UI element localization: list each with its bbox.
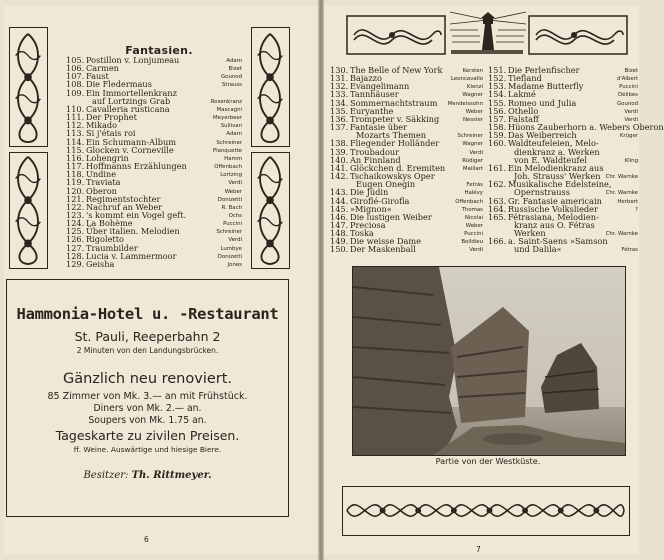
entry-composer: Hamm <box>224 155 242 162</box>
photo-caption: Partie von der Westküste. <box>435 456 541 466</box>
entry-title: Die lustigen Weiber <box>350 211 432 222</box>
entry-number: 154. <box>488 89 507 100</box>
entry-composer: Verdi <box>469 149 483 156</box>
entry-title: Madame Butterfly <box>508 81 584 92</box>
entry-title: An Finnland <box>350 154 401 165</box>
entry-title: Trompeter v. Säkking <box>350 113 440 124</box>
ad-hotel-name: Hammonia-Hotel u. -Restaurant <box>16 305 279 323</box>
entry-title: Traumbilder <box>86 242 138 253</box>
entry-number: 142. <box>330 171 349 182</box>
entry-title: Ein Immortellenkranz <box>86 87 177 98</box>
entry-title: und Dalila« <box>514 244 562 255</box>
entry-title: »Mignon« <box>350 203 392 214</box>
entry-title: Ein Schumann-Album <box>86 136 176 147</box>
entry-number: 126. <box>66 234 85 245</box>
entry-composer: Verdi <box>624 108 638 115</box>
page-number-left: 6 <box>144 535 149 544</box>
entry-title: Euryanthe <box>350 105 394 116</box>
entry-title: Glöckchen d. Eremiten <box>350 162 446 173</box>
entry-number: 125. <box>66 226 85 237</box>
entry-title: Romeo und Julia <box>508 97 577 108</box>
entry-title: Carmen <box>86 63 119 74</box>
entry-composer: Rüdiger <box>462 157 483 164</box>
entry-composer: Chr. Warnke <box>605 190 638 197</box>
entry-number: 105. <box>66 55 85 65</box>
ad-distance: 2 Minuten von den Landungsbrücken. <box>76 346 219 355</box>
entry-number: 129. <box>66 258 85 269</box>
entry-number: 111. <box>66 112 85 123</box>
entry-composer: Mascagni <box>216 106 242 113</box>
entry-number: 145. <box>330 203 349 214</box>
entry-title: Der Maskenball <box>350 244 416 255</box>
entry-title: Hüons Zauberhorn a. Webers Oberon <box>508 122 664 133</box>
entry-title: Othello <box>508 105 539 116</box>
entry-title: Giroflé-Girofla <box>350 195 410 206</box>
entry-title: Eugen Onegin <box>356 179 416 190</box>
entry-composer: Herbert <box>617 198 638 205</box>
entry-number: 164. <box>488 203 507 214</box>
entry-number: 128. <box>66 250 85 261</box>
entry-title: von E. Waldteufel <box>514 154 587 165</box>
ad-wines: ff. Weine. Auswärtige und hiesige Biere. <box>73 445 222 454</box>
ad-diners: Diners von Mk. 2.— an. <box>93 403 202 414</box>
ornament-top-left <box>9 27 48 147</box>
entry-number: 140. <box>330 154 349 165</box>
entry-composer: Weber <box>465 108 483 115</box>
entry-composer: Kersten <box>462 68 483 74</box>
entry-title: Nachruf an Weber <box>86 201 163 212</box>
entry-title: Musikalische Edelsteine, <box>508 179 612 190</box>
entry-composer: Nessler <box>463 116 483 123</box>
list-item <box>488 245 638 253</box>
entry-title: Gr. Fantasie americain <box>508 195 602 206</box>
entry-number: 118. <box>66 169 85 180</box>
entry-number: 132. <box>330 81 349 92</box>
entry-composer: Sullivan <box>220 123 242 130</box>
entry-title: Das Weiberreich <box>508 130 577 141</box>
header-ornament <box>346 10 628 58</box>
entry-title: Faust <box>86 71 109 82</box>
entry-title: Lucia v. Lammermoor <box>86 250 177 261</box>
entry-composer: Weber <box>224 188 242 195</box>
entry-number: 114. <box>66 136 85 147</box>
entry-number: 109. <box>66 87 85 98</box>
entry-composer: Puccini <box>619 84 638 91</box>
ornament-bottom-right <box>251 152 290 269</box>
entry-number: 120. <box>66 185 85 196</box>
entry-title: 's kommt ein Vogel geft. <box>86 209 187 220</box>
ad-owner-name: Th. Rittmeyer. <box>131 470 212 481</box>
entry-title: Bajazzo <box>350 73 382 84</box>
entry-number <box>488 148 508 156</box>
entry-number: 115. <box>66 144 85 155</box>
entry-composer: Bizet <box>228 66 242 73</box>
ad-owner-label: Besitzer: <box>83 470 129 481</box>
entry-composer: Donizetti <box>217 253 242 260</box>
entry-composer: Délibes <box>617 92 638 99</box>
ad-headline: Gänzlich neu renoviert. <box>62 371 233 387</box>
entry-title: The Belle of New York <box>350 65 443 75</box>
ornament-bottom-left <box>9 152 48 269</box>
entry-title: auf Lortzings Grab <box>92 95 171 106</box>
entry-number: 160. <box>488 138 507 149</box>
entry-title: Fétrasiana, Melodien- <box>508 211 599 222</box>
entry-number: 158. <box>488 122 507 133</box>
hotel-advertisement <box>6 279 289 517</box>
entry-number: 119. <box>66 177 85 188</box>
entry-number: 162. <box>488 179 507 190</box>
entry-composer: Thomas <box>461 206 483 213</box>
footer-ornament <box>342 486 630 536</box>
entry-composer: Gounod <box>220 74 242 81</box>
list-item <box>330 245 483 253</box>
entry-title: Fantasie über <box>350 122 407 133</box>
entry-title: Falstaff <box>508 113 539 124</box>
entry-composer: Schreiner <box>216 229 242 236</box>
entry-title: Opernstrauss <box>514 187 570 198</box>
entry-number: 151. <box>488 65 507 75</box>
entry-composer: Verdi <box>469 247 483 254</box>
entry-title: Undine <box>86 169 117 180</box>
section-title: Fantasien. <box>125 44 193 57</box>
entry-composer: Adam <box>226 131 242 138</box>
entry-title: Fliegender Holländer <box>350 138 440 149</box>
entry-title: Toska <box>350 228 374 239</box>
entry-composer: Boildieu <box>461 239 483 246</box>
entry-title: Joh. Strauss' Werken <box>514 171 601 182</box>
entry-composer: Offenbach <box>455 198 483 205</box>
entry-composer: Lortzing <box>220 172 242 179</box>
entry-number: 156. <box>488 105 507 116</box>
entry-title: Russische Volkslieder <box>508 203 598 214</box>
entry-composer: Meyerbeer <box>213 115 242 122</box>
entry-composer: Verdi <box>624 116 638 123</box>
entry-composer: ? <box>635 206 638 213</box>
list-item <box>488 237 638 245</box>
entry-title: Ein Melodienkranz aus <box>508 162 604 173</box>
entry-composer: Puccini <box>223 221 242 228</box>
entry-composer: Nicolai <box>464 214 483 221</box>
entry-number: 135. <box>330 105 349 116</box>
coast-photograph <box>352 266 626 456</box>
entry-title: Der Prophet <box>86 112 137 123</box>
entry-title: Tiefland <box>508 73 542 84</box>
entry-number: 124. <box>66 218 85 229</box>
entry-number: 144. <box>330 195 349 206</box>
entry-number: 149. <box>330 236 349 247</box>
ad-soupers: Soupers von Mk. 1.75 an. <box>88 415 207 426</box>
entry-title: Mozarts Themen <box>356 130 426 141</box>
entry-composer: R. Bach <box>221 204 242 211</box>
entry-title: a. Saint-Saens »Samson <box>508 236 608 247</box>
entry-title: Über italien. Melodien <box>86 226 180 237</box>
entry-title: Preciosa <box>350 219 386 230</box>
entry-title: Postillon v. Lonjumeau <box>86 55 180 65</box>
entry-number: 159. <box>488 130 507 141</box>
entry-number: 155. <box>488 97 507 108</box>
ad-street: St. Pauli, Reeperbahn 2 <box>74 329 221 344</box>
entry-composer: Jones <box>227 261 242 268</box>
entry-number: 122. <box>66 201 85 212</box>
entry-number: 133. <box>330 89 349 100</box>
entry-composer: Rosenkranz <box>210 98 242 105</box>
ad-tageskarte: Tageskarte zu zivilen Preisen. <box>55 428 240 443</box>
entry-number: 165. <box>488 211 507 222</box>
entry-title: Glocken v. Corneville <box>86 144 174 155</box>
entry-title: Troubadour <box>350 146 400 157</box>
entry-number: 107. <box>66 71 85 82</box>
entry-number: 106. <box>66 63 85 74</box>
list-item <box>488 221 638 229</box>
entry-number: 117. <box>66 161 85 172</box>
entry-composer: Fétras <box>621 247 638 254</box>
program-list-right-col1 <box>330 66 483 254</box>
entry-composer: Halévy <box>464 190 483 197</box>
entry-number: 110. <box>66 103 85 114</box>
entry-title: Traviata <box>86 177 121 188</box>
entry-composer: Krüger <box>619 133 638 140</box>
entry-number: 108. <box>66 79 85 90</box>
entry-title: Cavalleria rusticana <box>86 103 170 114</box>
entry-number: 141. <box>330 162 349 173</box>
entry-title: Waldteufeleien, Melo- <box>508 138 599 149</box>
entry-title: Hoffmanns Erzählungen <box>86 161 187 172</box>
ornament-top-right <box>251 27 290 147</box>
entry-number: 137. <box>330 122 349 133</box>
entry-number <box>488 221 508 229</box>
entry-number: 116. <box>66 152 85 163</box>
page-number-right: 7 <box>476 545 481 554</box>
entry-number: 147. <box>330 219 349 230</box>
entry-number: 136. <box>330 113 349 124</box>
entry-composer: Puccini <box>464 231 483 238</box>
entry-composer: Lumbye <box>220 245 242 252</box>
entry-composer: Verdi <box>228 237 242 244</box>
entry-composer: Leoncavallo <box>451 76 483 83</box>
entry-number: 121. <box>66 193 85 204</box>
program-list-left <box>66 56 242 268</box>
entry-composer: Kling <box>624 157 638 164</box>
entry-composer: Verdi <box>228 180 242 187</box>
entry-number: 127. <box>66 242 85 253</box>
entry-title: Sommernachtstraum <box>350 97 438 108</box>
entry-composer: Maillart <box>462 165 483 172</box>
entry-number: 112. <box>66 120 85 131</box>
entry-number: 130. <box>330 65 349 75</box>
entry-composer: Schreiner <box>457 133 483 140</box>
ad-owner <box>7 470 288 481</box>
entry-number: 152. <box>488 73 507 84</box>
book-gutter <box>318 0 324 560</box>
entry-number <box>488 245 508 253</box>
entry-composer: Strauss <box>221 82 242 89</box>
entry-title: Geisha <box>86 258 115 269</box>
ad-rooms: 85 Zimmer von Mk. 3.— an mit Frühstück. <box>47 391 248 402</box>
entry-title: Lakmé <box>508 89 536 100</box>
entry-title: Tannhäuser <box>350 89 399 100</box>
entry-title: kranz aus O. Fétras <box>514 219 595 230</box>
entry-composer: Adam <box>226 58 242 64</box>
entry-composer: Kienzl <box>466 84 483 91</box>
entry-composer: Donizetti <box>217 196 242 203</box>
entry-title: Die weisse Dame <box>350 236 422 247</box>
entry-composer: Chr. Warnke <box>605 231 638 238</box>
entry-composer: Schreiner <box>216 139 242 146</box>
entry-title: Werken <box>514 228 546 239</box>
entry-number: 157. <box>488 113 507 124</box>
entry-number: 163. <box>488 195 507 206</box>
entry-number: 134. <box>330 97 349 108</box>
entry-number: 148. <box>330 228 349 239</box>
entry-title: Die Fledermaus <box>86 79 152 90</box>
entry-composer: Wagner <box>462 141 483 148</box>
entry-number: 143. <box>330 187 349 198</box>
entry-composer: Wagner <box>462 92 483 99</box>
entry-composer: Ochs <box>228 212 242 219</box>
list-item <box>66 260 242 268</box>
entry-number: 161. <box>488 162 507 173</box>
entry-number: 131. <box>330 73 349 84</box>
entry-title: dienkranz a. Werken <box>514 146 600 157</box>
entry-number: 123. <box>66 209 85 220</box>
entry-composer: Offenbach <box>214 164 242 171</box>
entry-title: Die Perlenfischer <box>508 65 580 75</box>
entry-composer: Bizet <box>624 68 638 74</box>
entry-number: 166. <box>488 236 507 247</box>
entry-number: 153. <box>488 81 507 92</box>
entry-number: 113. <box>66 128 85 139</box>
entry-title: Die Jüdin <box>350 187 389 198</box>
entry-number: 146. <box>330 211 349 222</box>
entry-composer: Weber <box>465 222 483 229</box>
entry-composer: Chr. Warnke <box>605 174 638 181</box>
entry-title: Oberon <box>86 185 117 196</box>
entry-composer: Gounod <box>616 100 638 107</box>
entry-title: Evangelimann <box>350 81 410 92</box>
entry-title: Regimentstochter <box>86 193 161 204</box>
entry-title: La Bohème <box>86 218 133 229</box>
entry-composer: Fetrás <box>466 182 483 189</box>
entry-number: 139. <box>330 146 349 157</box>
entry-composer: Mendelssohn <box>447 100 483 107</box>
entry-number: 150. <box>330 244 349 255</box>
entry-title: Lohengrin <box>86 152 129 163</box>
entry-composer: d'Albert <box>616 76 638 83</box>
program-list-right-col2 <box>488 65 664 255</box>
entry-composer: Planquette <box>212 147 242 154</box>
entry-title: Rigoletto <box>86 234 124 245</box>
entry-title: Tschaikowskys Oper <box>350 171 435 182</box>
entry-title: Si j'étais roi <box>86 128 136 139</box>
entry-number: 138. <box>330 138 349 149</box>
entry-title: Mikado <box>86 120 118 131</box>
